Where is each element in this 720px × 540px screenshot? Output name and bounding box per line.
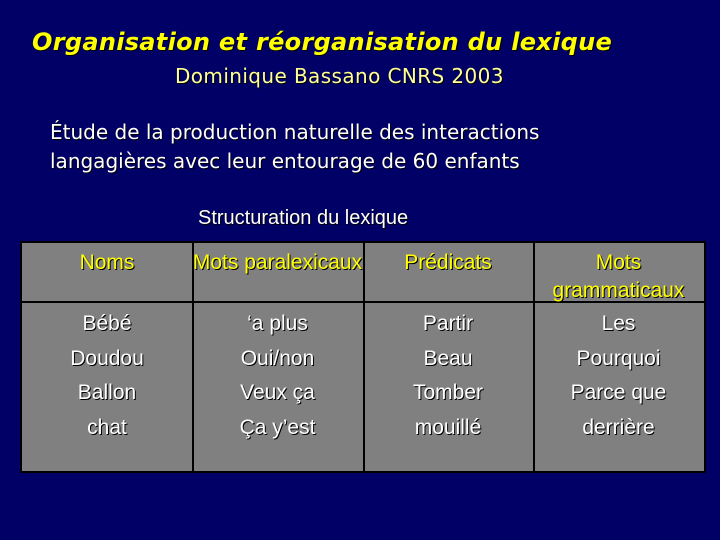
table-cell: Doudou [70, 346, 144, 370]
intro-line-2: langagières avec leur entourage de 60 enfants [50, 149, 520, 173]
table-cell: derrière [582, 415, 655, 439]
column-items [22, 307, 192, 445]
column-mots-grammaticaux [533, 243, 704, 471]
column-noms [22, 243, 194, 471]
table-cell: Veux ça [240, 381, 315, 404]
table-cell: ‘a plus [247, 312, 308, 335]
column-items [533, 307, 704, 445]
lexicon-table [20, 241, 706, 473]
column-header: Noms [79, 251, 135, 274]
column-items [192, 307, 363, 445]
table-cell: Parce que [570, 381, 667, 404]
table-cell: Bébé [82, 312, 132, 335]
table-cell: Pourquoi [576, 346, 661, 370]
table-cell: Oui/non [240, 346, 315, 370]
column-header: Prédicats [404, 251, 492, 274]
table-cell: Beau [423, 346, 473, 370]
table-cell: Les [601, 312, 636, 335]
column-mots-paralexicaux [192, 243, 365, 471]
table-cell: mouillé [414, 415, 482, 439]
slide-author: Dominique Bassano CNRS 2003 [175, 64, 504, 88]
column-predicats [363, 243, 535, 471]
table-cell: Ça y’est [239, 415, 316, 439]
column-items [363, 307, 533, 445]
table-cell: chat [87, 415, 127, 439]
column-header: Mots paralexicaux [192, 251, 363, 274]
column-header: Mots grammaticaux [552, 251, 685, 302]
table-cell: Ballon [77, 381, 137, 404]
table-cell: Partir [422, 312, 474, 335]
table-caption: Structuration du lexique [198, 207, 409, 229]
slide-title: Organisation et réorganisation du lexique [32, 28, 613, 56]
intro-line-1: Étude de la production naturelle des interactions [50, 120, 540, 144]
intro-text [50, 118, 539, 176]
table-cell: Tomber [412, 381, 484, 404]
